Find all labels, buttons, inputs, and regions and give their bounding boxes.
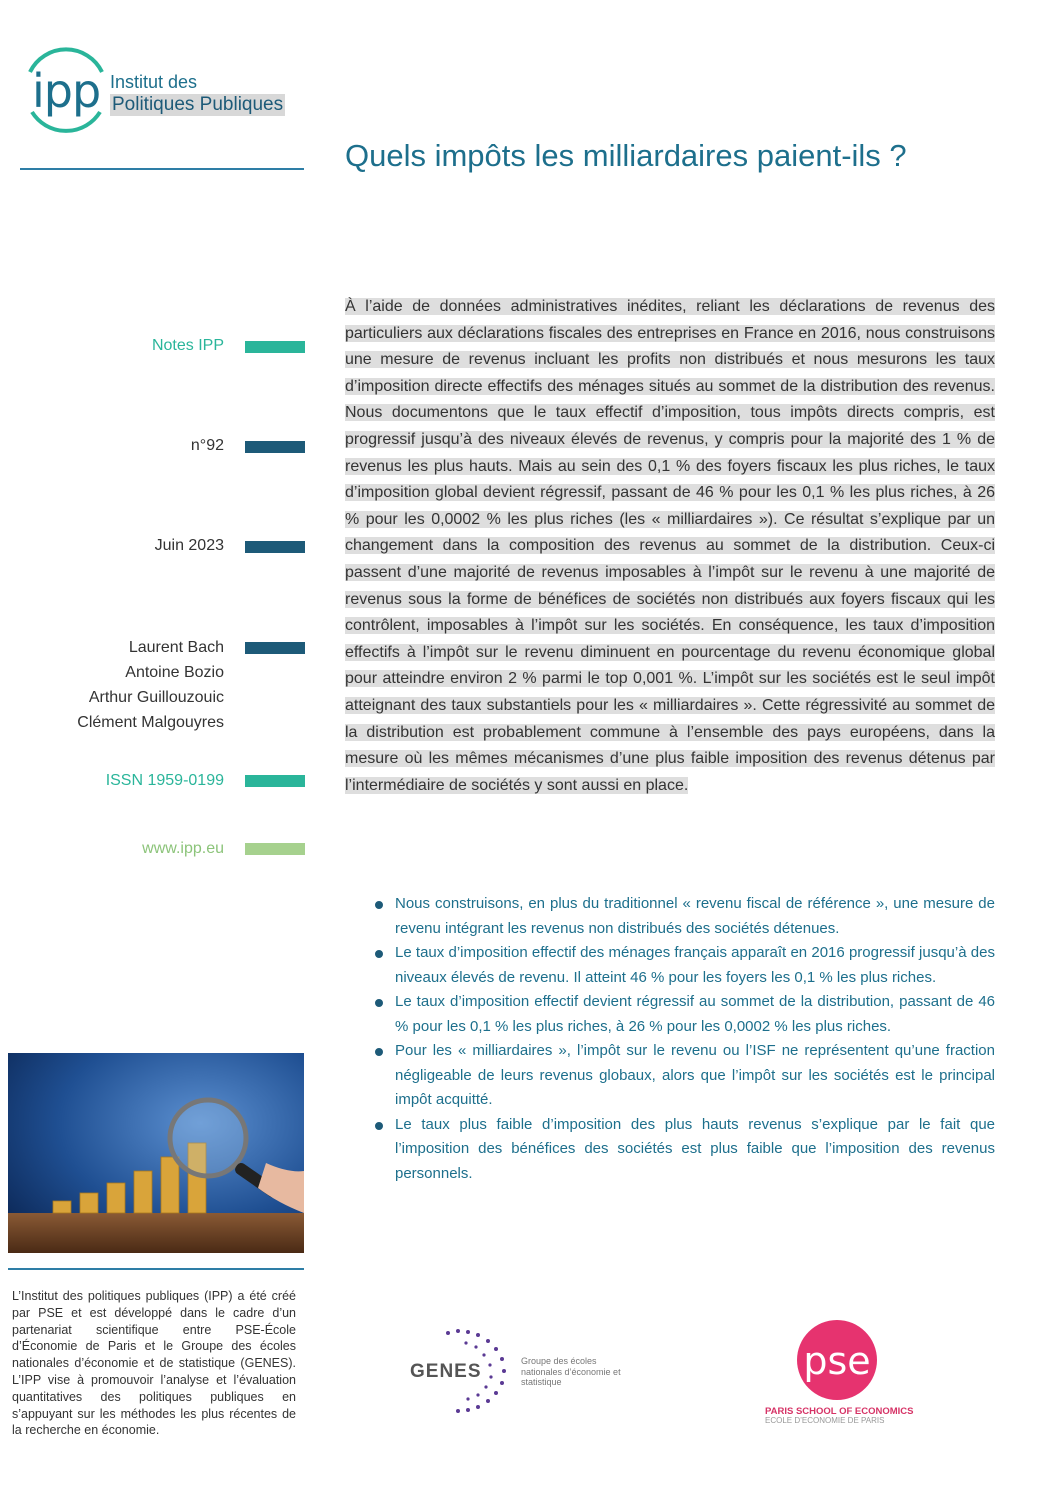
issue-number: n°92: [190, 437, 224, 454]
website-bar: [245, 843, 305, 855]
key-point: Le taux plus faible d’imposition des plus hauts revenus s’explique par le fait que l’imposition des bénéfices des sociétés est plus faible que l’imposition des revenus personnels.: [375, 1113, 995, 1187]
publication-date: Juin 2023: [154, 537, 224, 554]
key-point: Le taux d’imposition effectif devient régressif au sommet de la distribution, passant de 46 % pour les 0,1 % les plus riches, à 26 % pour les 0,0002 % les plus riches.: [375, 990, 995, 1039]
abstract: [345, 294, 995, 799]
publication-date-bar: [245, 541, 305, 553]
key-point: Le taux d’imposition effectif des ménages français apparaît en 2016 progressif jusqu’à des niveaux élevés de revenu. Il atteint 46 % pour les foyers les 0,1 % les plus riches.: [375, 941, 995, 990]
key-points-list: [375, 892, 995, 1186]
issn-bar: [245, 775, 305, 787]
pse-label-fr: ECOLE D’ECONOMIE DE PARIS: [765, 1416, 885, 1425]
pse-logo: [765, 1318, 915, 1428]
key-point: Pour les « milliardaires », l’impôt sur le revenu ou l’ISF ne représentent qu’une fraction négligeable de leurs revenus globaux, alors que l’impôt sur les sociétés est le principal impôt acquitté.: [375, 1039, 995, 1113]
issn-label: ISSN 1959-0199: [105, 772, 224, 789]
issue-number-bar: [245, 441, 305, 453]
page-title: Quels impôts les milliardaires paient-ils ?: [345, 138, 907, 173]
coins-magnifier-illustration: [8, 1053, 304, 1253]
author-name: Clément Malgouyres: [77, 714, 224, 731]
abstract-text: À l’aide de données administratives inédites, reliant les déclarations de revenus des particuliers aux déclarations fiscales des entreprises en France en 2016, nous construisons une mesure de revenus incluant les profits non distribués et nous mesurons les taux d’imposition directe effectifs des ménages situés au sommet de la distribution des revenus. Nous documentons que le taux effectif d’imposition, tous impôts directs compris, est progressif jusqu’à des niveaux élevés de revenus, y compris pour la majorité des 1 % de revenus les plus hauts. Mais au sein des 0,1 % des foyers fiscaux les plus riches, le taux d’imposition global devient régressif, passant de 46 % pour les 0,1 % les plus riches, à 26 % pour les 0,0002 % les plus riches (les « milliardaires »). Ce résultat s’explique par un changement dans la composition des revenus au sommet de la distribution. Ceux-ci passent d’une majorité de revenus imposables à l’impôt sur le revenu à une majorité de revenus sous la forme de bénéfices de sociétés non distribués aux foyers fiscaux qui les contrôlent, imposables à l’impôt sur les sociétés. En conséquence, les taux d’imposition effectifs à l’impôt sur le revenu diminuent en pourcentage du revenu économique global pour atteindre environ 2 % parmi le top 0,001 %. L’impôt sur les sociétés est le seul impôt atteignant des taux substantiels pour les « milliardaires ». Cette régressivité au sommet de la distribution est probablement commune à l’ensemble des pays européens, dans la mesure où les mêmes mécanismes d’une plus faible imposition des revenus détenus par l’intermédiaire de sociétés y sont aussi en place.: [345, 298, 995, 794]
authors-bar: [245, 642, 305, 654]
author-name: Laurent Bach: [128, 639, 224, 656]
author-name: Antoine Bozio: [125, 664, 224, 681]
cover-photo: [8, 1053, 304, 1253]
footer-divider: [8, 1268, 304, 1270]
series-label: Notes IPP: [151, 337, 224, 354]
ipp-logo: [20, 42, 310, 147]
genes-wordmark: GENES: [410, 1361, 482, 1382]
website-link[interactable]: www.ipp.eu: [142, 840, 224, 857]
genes-logo: [408, 1325, 621, 1417]
ipp-logo-line1: Institut des: [110, 72, 198, 92]
author-name: Arthur Guillouzouic: [88, 689, 224, 706]
ipp-logo-line2: Politiques Publiques: [112, 94, 284, 115]
ipp-logo-mark: ipp: [32, 64, 101, 118]
about-ipp-text: L’Institut des politiques publiques (IPP) a été créé par PSE et est développé dans le cadre d’un partenariat scientifique entre PSE-École d’Économie de Paris et le Groupe des écoles nationales d’économie et de statistique (GENES). L’IPP vise à promouvoir l’analyse et l’évaluation quantitatives des politiques publiques en s’appuyant sur les méthodes les plus récentes de la recherche en économie.: [12, 1289, 296, 1438]
pse-circle-icon: [765, 1318, 915, 1406]
pse-label-en: PARIS SCHOOL OF ECONOMICS: [765, 1406, 914, 1417]
genes-subtitle: Groupe des écoles nationales d’économie et statistique: [521, 1356, 621, 1387]
pse-mark: pse: [803, 1339, 871, 1383]
series-bar: [245, 341, 305, 353]
key-point: Nous construisons, en plus du traditionnel « revenu fiscal de référence », une mesure de revenu intégrant les revenus non distribués des sociétés détenues.: [375, 892, 995, 941]
header-divider: [20, 168, 304, 170]
